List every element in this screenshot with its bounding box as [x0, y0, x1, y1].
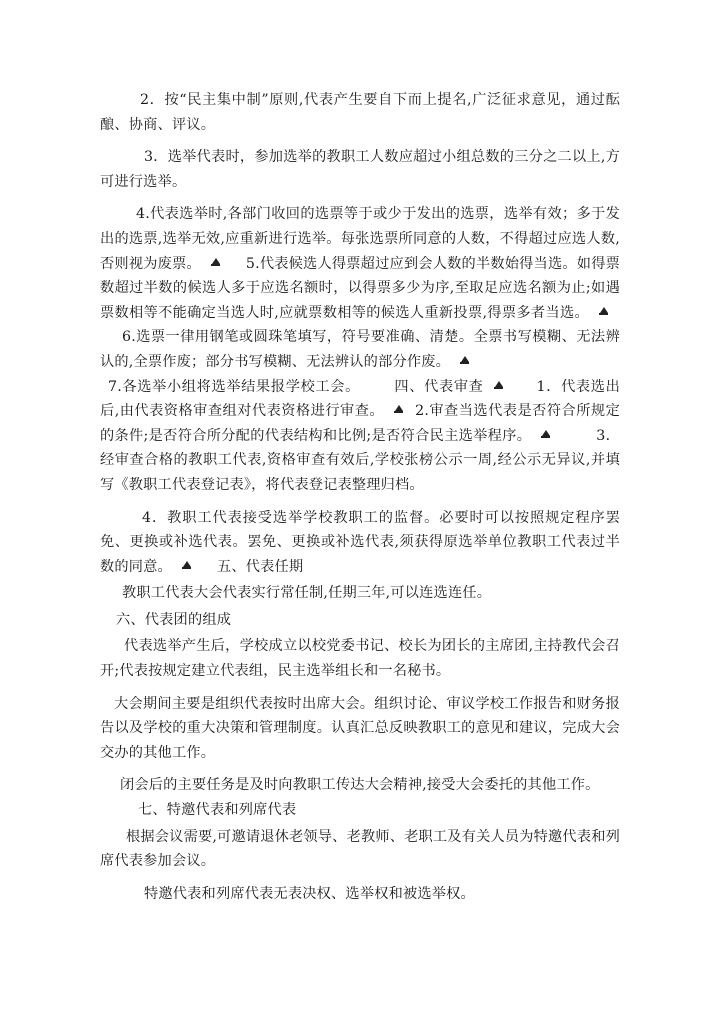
- paragraph-recess-tasks-text: 闭会后的主要任务是及时向教职工传达大会精神,接受大会委托的其他工作。: [120, 777, 600, 794]
- section-heading-invited: [100, 798, 620, 823]
- paragraph-recess-tasks: [100, 773, 620, 798]
- paragraph-review-criteria-text: 2.审查当选代表是否符合所规定的条件;是否符合所分配的代表结构和比例;是否符合民主选举程序。: [100, 403, 620, 444]
- section-heading-invited-text: 七、特邀代表和列席代表: [138, 802, 297, 819]
- paragraph-mark-icon: [541, 430, 550, 438]
- paragraph-term: [100, 581, 620, 606]
- paragraph-mark-icon: [394, 405, 403, 413]
- paragraph-invited-rights-text: 特邀代表和列席代表无表决权、选举权和被选举权。: [144, 885, 475, 902]
- document-body: [100, 88, 620, 906]
- paragraph-mark-icon: [460, 356, 469, 364]
- paragraph-ballot-validity-text: 4.代表选举时,各部门收回的选票等于或少于发出的选票，选举有效；多于发出的选票,选举无效,应重新进行选举。每张选票所同意的人数，不得超过应选人数,否则视为废票。: [100, 206, 620, 272]
- paragraph-presidium-text: 代表选举产生后，学校成立以校党委书记、校长为团长的主席团,主持教代会召开;代表按规定建立代表组，民主选举组长和一名秘书。: [100, 638, 620, 680]
- paragraph-invited-delegates-text: 根据会议需要,可邀请退休老领导、老教师、老职工及有关人员为特邀代表和列席代表参加会议。: [100, 828, 620, 870]
- section-heading-delegation-text: 六、代表团的组成: [116, 611, 232, 628]
- section-heading-delegation: [100, 608, 620, 633]
- paragraph-majority-text: 5.代表候选人得票超过应到会人数的半数始得当选。如得票数超过半数的候选人多于应选名额时，以得票多少为序,至取足应选名额为止;如遇票数相等不能确定当选人时,应就票数相等的候选人重新投票,得票多者当选。: [100, 255, 620, 321]
- paragraph-review: [100, 375, 620, 498]
- paragraph-report-results-text: 7.各选举小组将选举结果报学校工会。: [108, 378, 360, 395]
- paragraph-presidium: [100, 634, 620, 683]
- paragraph-invited-rights: [100, 882, 620, 907]
- paragraph-session-tasks-text: 大会期间主要是组织代表按时出席大会。组织讨论、审议学校工作报告和财务报告以及学校的重大决策和管理制度。认真汇总反映教职工的意见和建议，完成大会交办的其他工作。: [100, 695, 620, 761]
- paragraph-mark-icon: [494, 381, 503, 389]
- paragraph-session-tasks: [100, 692, 620, 766]
- paragraph-ballot-rules: [100, 202, 620, 374]
- paragraph-supervision-text: 4．教职工代表接受选举学校教职工的监督。必要时可以按照规定程序罢免、更换或补选代表。罢免、更换或补选代表,须获得原选举单位教职工代表过半数的同意。: [100, 509, 620, 575]
- section-heading-term: 五、代表任期: [216, 558, 304, 575]
- paragraph-term-text: 教职工代表大会代表实行常任制,任期三年,可以连选连任。: [122, 585, 492, 602]
- section-heading-review: 四、代表审查: [393, 378, 484, 395]
- paragraph-nomination-text: 2．按“民主集中制”原则,代表产生要自下而上提名,广泛征求意见，通过酝酿、协商、评议。: [100, 92, 620, 133]
- paragraph-ballot-writing-text: 6.选票一律用钢笔或圆珠笔填写，符号要准确、清楚。全票书写模糊、无法辨认的,全票作废；部分书写模糊、无法辨认的部分作废。: [100, 329, 620, 370]
- paragraph-nomination: [100, 88, 620, 137]
- paragraph-mark-icon: [182, 561, 191, 569]
- paragraph-election-quorum: [100, 145, 620, 194]
- paragraph-mark-icon: [211, 258, 220, 266]
- paragraph-supervision: [100, 506, 620, 580]
- paragraph-election-quorum-text: 3．选举代表时，参加选举的教职工人数应超过小组总数的三分之二以上,方可进行选举。: [100, 149, 620, 190]
- paragraph-invited-delegates: [100, 825, 620, 874]
- paragraph-qualification-review-text: 1．代表选出后,由代表资格审查组对代表资格进行审查。: [100, 378, 620, 420]
- paragraph-mark-icon: [599, 307, 608, 315]
- paragraph-publicity-text: 3．经审查合格的教职工代表,资格审查有效后,学校张榜公示一周,经公示无异议,并填写《教职工代表登记表》，将代表登记表整理归档。: [100, 427, 620, 493]
